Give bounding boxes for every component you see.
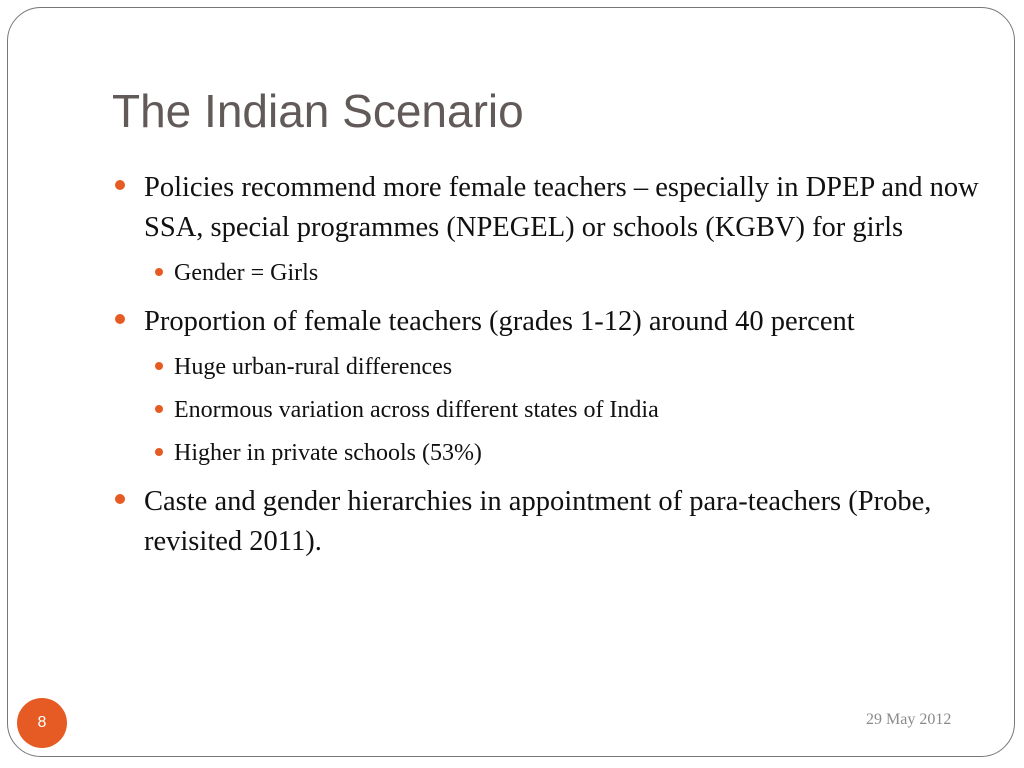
bullet-dot-icon [115,494,125,504]
sub-bullet-text: Gender = Girls [174,260,319,286]
slide-number-badge: 8 [17,698,67,748]
sub-bullet-item [113,258,993,288]
sub-bullet-text: Huge urban-rural differences [174,354,453,380]
sub-bullet-text: Enormous variation across different states of India [174,397,659,423]
bullet-dot-icon [155,448,163,456]
bullet-dot-icon [115,180,125,190]
bullet-list [113,168,993,572]
slide-date: 29 May 2012 [866,711,952,728]
bullet-dot-icon [155,268,163,276]
bullet-dot-icon [155,405,163,413]
sub-bullet-item [113,352,993,382]
sub-bullet-item [113,438,993,468]
bullet-text: Proportion of female teachers (grades 1-12) around 40 percent [144,306,855,337]
bullet-item [113,302,993,342]
bullet-dot-icon [115,314,125,324]
bullet-dot-icon [155,362,163,370]
bullet-item [113,482,993,562]
bullet-text: Caste and gender hierarchies in appointment of para-teachers (Probe, revisited 2011). [144,486,932,557]
bullet-text: Policies recommend more female teachers – especially in DPEP and now SSA, special programmes (NPEGEL) or schools (KGBV) for girls [144,172,979,243]
sub-bullet-item [113,395,993,425]
bullet-item [113,168,993,248]
sub-bullet-text: Higher in private schools (53%) [174,440,482,466]
slide-title: The Indian Scenario [112,85,524,137]
